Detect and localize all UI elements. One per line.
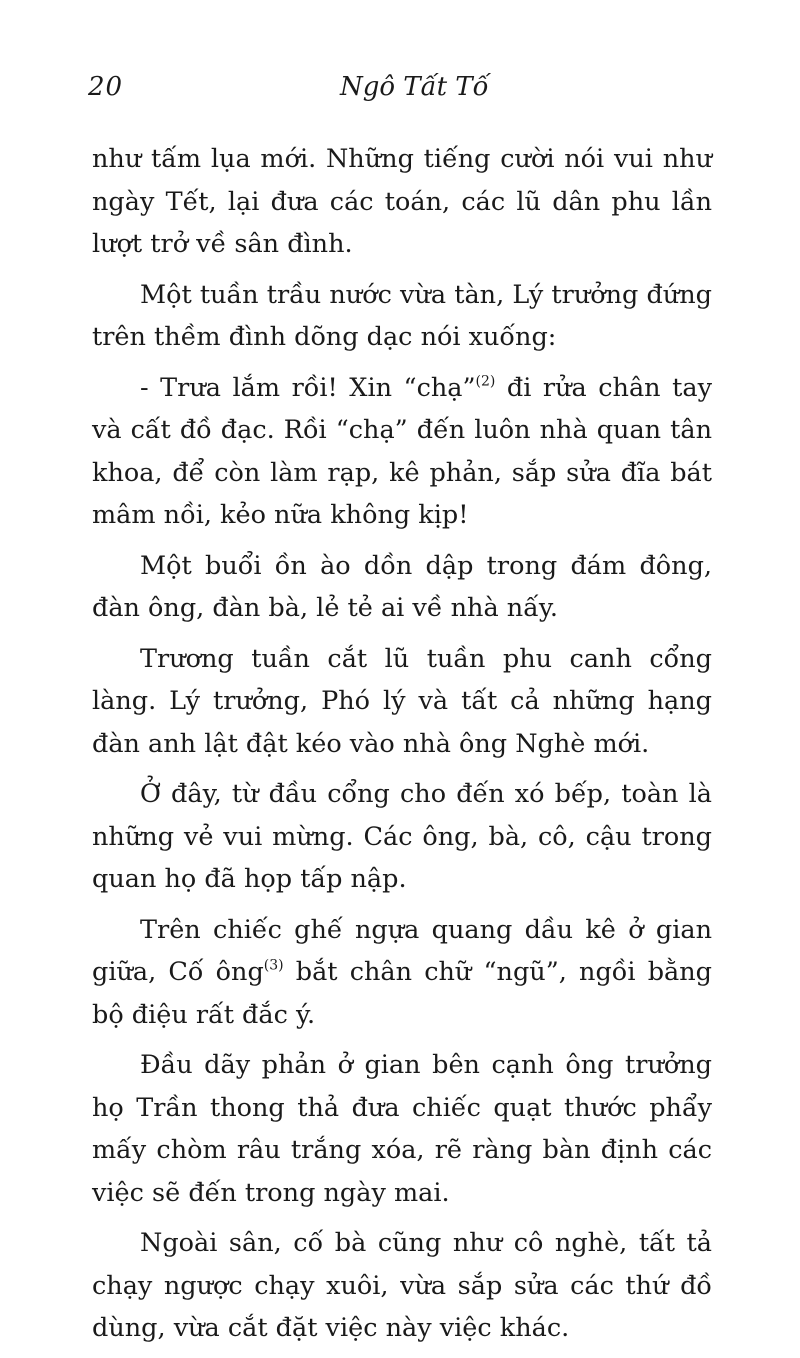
running-head-author: Ngô Tất Tố [340, 72, 489, 102]
footnote-marker: (2) [475, 373, 496, 389]
paragraph-continuation: như tấm lụa mới. Những tiếng cười nói vui như ngày Tết, lại đưa các toán, các lũ dân phu lần lượt trở về sân đình. [92, 144, 712, 259]
page-body [92, 138, 712, 1358]
paragraph: Một tuần trầu nước vừa tàn, Lý trưởng đứng trên thềm đình dõng dạc nói xuống: [92, 279, 712, 352]
footnote-marker: (3) [263, 957, 284, 974]
text-run: bắt chân chữ “ngũ”, ngồi bằng bộ điệu rất đắc ý. [92, 957, 712, 1030]
paragraph: Ngoài sân, cố bà cũng như cô nghè, tất tả chạy ngược chạy xuôi, vừa sắp sửa các thứ đồ dùng, vừa cắt đặt việc này việc khác. [92, 1228, 712, 1343]
paragraph: Đầu dãy phản ở gian bên cạnh ông trưởng họ Trần thong thả đưa chiếc quạt thước phẩy mấy chòm râu trắng xóa, rẽ ràng bàn định các việc sẽ đến trong ngày mai. [92, 1050, 712, 1208]
page-header [88, 72, 712, 112]
text-run: đi rửa chân tay và cất đồ đạc. Rồi “chạ” đến luôn nhà quan tân khoa, để còn làm rạp, kê phản, sắp sửa đĩa bát mâm nồi, kẻo nữa không kịp! [92, 372, 712, 530]
paragraph: Trương tuần cắt lũ tuần phu canh cổng làng. Lý trưởng, Phó lý và tất cả những hạng đàn anh lật đật kéo vào nhà ông Nghè mới. [92, 643, 712, 759]
paragraph-with-footnote [92, 909, 712, 1037]
text-run: - Trưa lắm rồi! Xin “chạ” [140, 372, 476, 403]
paragraph: Một buổi ồn ào dồn dập trong đám đông, đàn ông, đàn bà, lẻ tẻ ai về nhà nấy. [92, 550, 712, 623]
paragraph: Ở đây, từ đầu cổng cho đến xó bếp, toàn là những vẻ vui mừng. Các ông, bà, cô, cậu trong quan họ đã họp tấp nập. [92, 779, 712, 894]
paragraph-dialogue [92, 367, 712, 537]
page-number: 20 [88, 72, 124, 102]
text-run: Trên chiếc ghế ngựa quang dầu kê ở gian giữa, Cố ông [92, 914, 712, 987]
